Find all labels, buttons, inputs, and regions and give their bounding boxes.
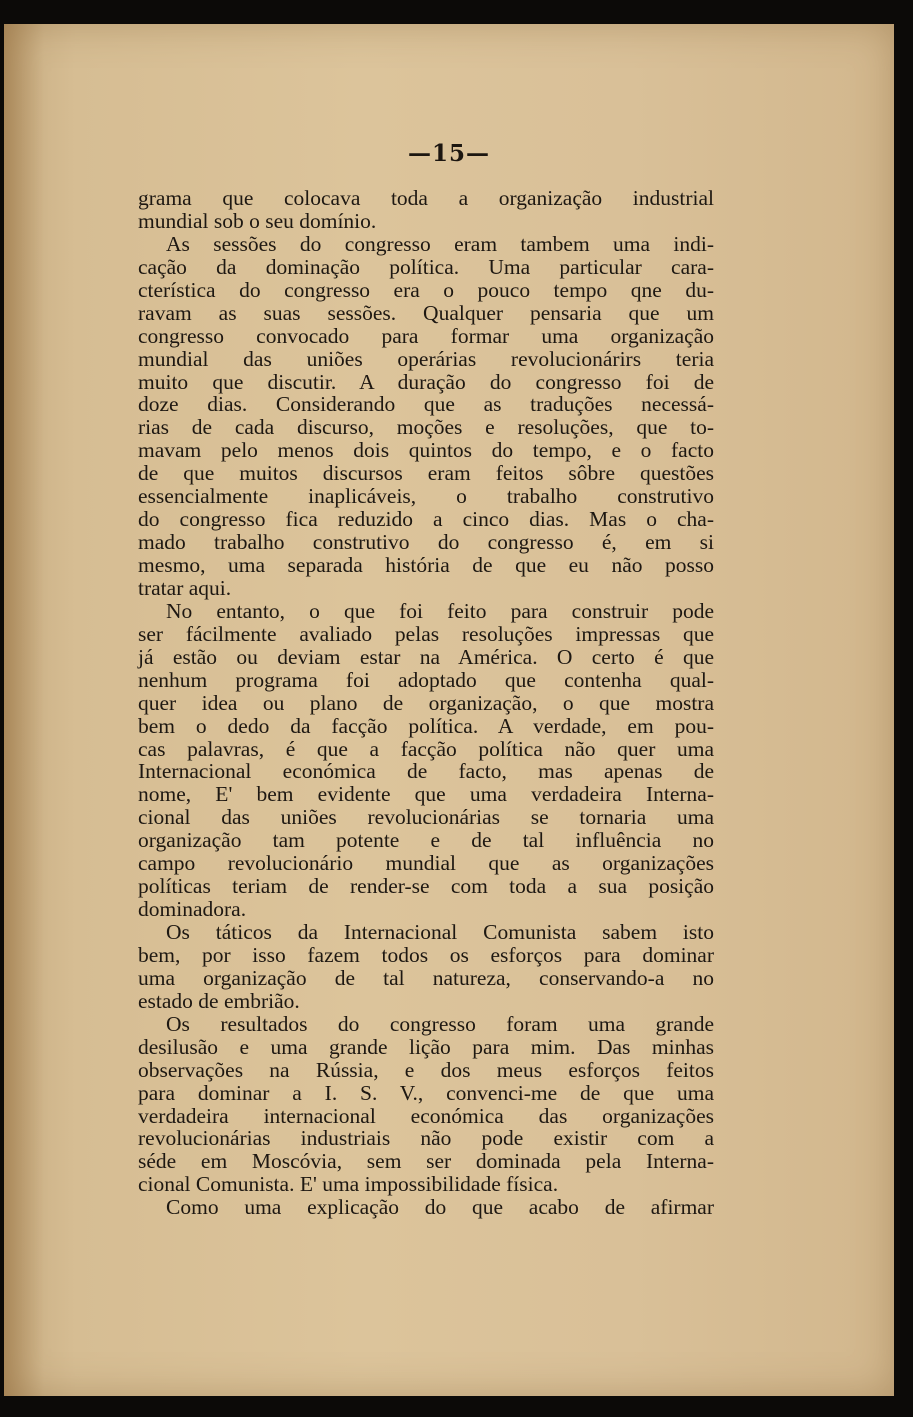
text-line: mavam pelo menos dois quintos do tempo, e o facto [138,438,714,463]
body-text [138,187,714,1219]
text-line: congresso convocado para formar uma organização [138,323,714,348]
text-line: verdadeira internacional económica das organizações [138,1103,714,1128]
text-line: mado trabalho construtivo do congresso é, em si [138,530,714,555]
text-line: ravam as suas sessões. Qualquer pensaria que um [138,300,714,325]
text-line: desilusão e uma grande lição para mim. Das minhas [138,1034,714,1059]
text-line: As sessões do congresso eram tambem uma indi- [166,231,714,256]
text-line: quer idea ou plano de organização, o que mostra [138,690,714,715]
text-line: nenhum programa foi adoptado que contenha qual- [138,667,714,692]
text-line: muito que discutir. A duração do congresso foi de [138,369,714,394]
text-line: Internacional económica de facto, mas apenas de [138,759,714,784]
text-line: para dominar a I. S. V., convenci-me de que uma [138,1080,714,1105]
book-page [4,24,894,1396]
text-line: cional das uniões revolucionárias se tornaria uma [138,805,714,830]
text-line: mesmo, uma separada história de que eu não posso [138,553,714,577]
text-line: doze dias. Considerando que as traduções necessá- [138,392,714,417]
text-line: Os táticos da Internacional Comunista sabem isto [166,920,714,944]
text-line: bem o dedo da facção política. A verdade, em pou- [138,713,714,738]
text-line: cterística do congresso era o pouco tempo qne du- [138,277,714,302]
text-line: campo revolucionário mundial que as organizações [138,851,714,876]
text-line: revolucionárias industriais não pode existir com a [138,1126,714,1151]
text-line: Como uma explicação do que acabo de afirmar [166,1195,714,1220]
text-line: cação da dominação política. Uma particular cara- [138,254,714,279]
text-line: organização tam potente e de tal influência no [138,828,714,853]
page-number: —15— [407,140,490,167]
text-line: grama que colocava toda a organização industrial [138,186,714,210]
text-line: políticas teriam de render-se com toda a sua posição [138,874,714,899]
text-line: tratar aqui. [138,575,232,600]
text-line: Os resultados do congresso foram uma grande [166,1011,714,1036]
text-line: rias de cada discurso, moções e resoluções, que to- [138,415,714,440]
text-line: já estão ou deviam estar na América. O certo é que [138,644,714,669]
text-line: ser fácilmente avaliado pelas resoluções impressas que [138,621,714,646]
text-line: nome, E' bem evidente que uma verdadeira Interna- [138,782,714,807]
text-line: cas palavras, é que a facção política não quer uma [138,736,714,761]
text-line: observações na Rússia, e dos meus esforços feitos [138,1057,714,1082]
text-line: mundial sob o seu domínio. [138,208,377,233]
text-line: essencialmente inaplicáveis, o trabalho construtivo [138,484,714,509]
text-line: No entanto, o que foi feito para construir pode [166,598,714,623]
text-line: estado de embrião. [138,988,300,1013]
text-line: uma organização de tal natureza, conservando-a no [138,965,714,990]
text-line: de que muitos discursos eram feitos sôbre questões [138,461,714,486]
text-line: do congresso fica reduzido a cinco dias. Mas o cha- [138,507,714,532]
text-line: dominadora. [138,897,247,922]
text-line: mundial das uniões operárias revolucionárirs teria [138,346,714,371]
text-line: séde em Moscóvia, sem ser dominada pela Interna- [138,1149,714,1174]
text-line: bem, por isso fazem todos os esforços para dominar [138,942,714,967]
text-line: cional Comunista. E' uma impossibilidade física. [138,1172,559,1197]
